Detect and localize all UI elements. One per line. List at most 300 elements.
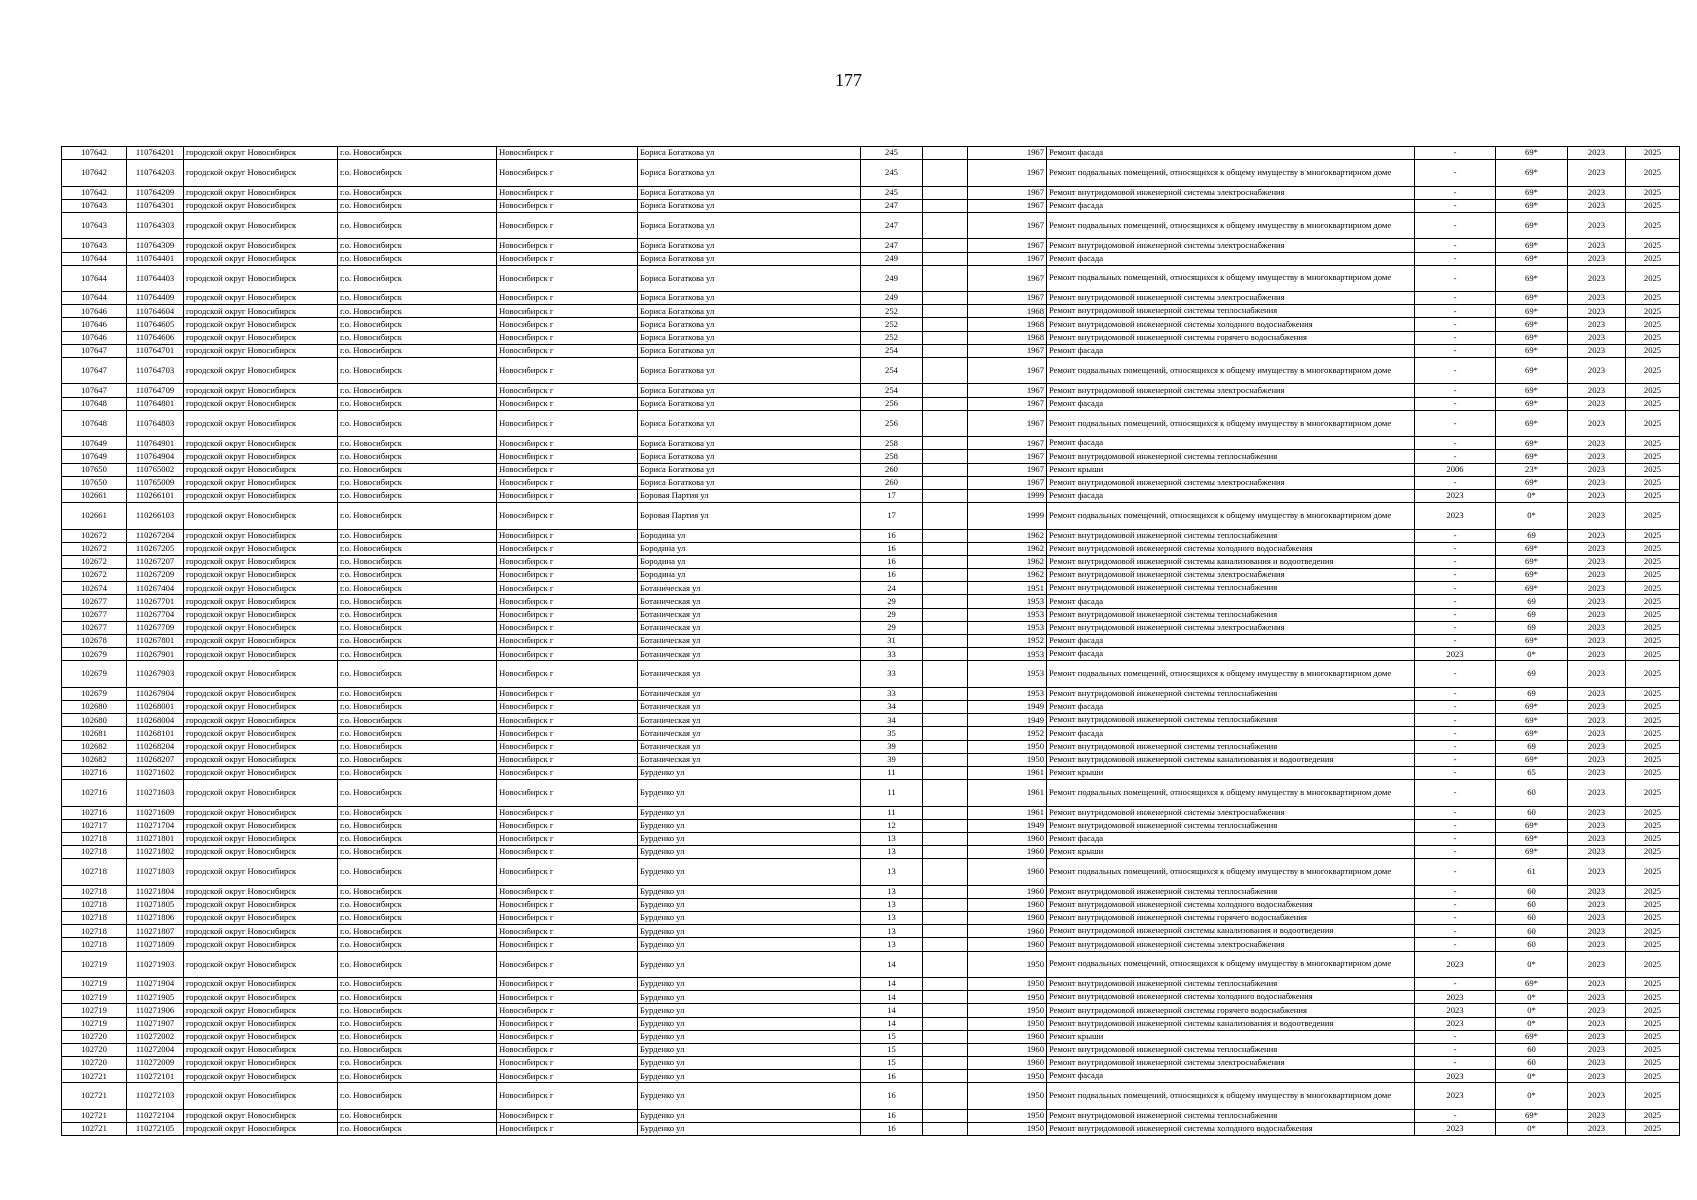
cell-work-type: Ремонт внутридомовой инженерной системы теплоснабжения	[1047, 885, 1415, 898]
cell-city: Новосибирск г	[497, 437, 638, 450]
cell-wear-percent: 0*	[1496, 1070, 1568, 1083]
cell-building	[923, 344, 968, 357]
cell-street: Бурденко ул	[638, 991, 861, 1004]
cell-street: Ботаническая ул	[638, 740, 861, 753]
cell-house-id: 102719	[62, 977, 127, 990]
cell-house-id: 102718	[62, 832, 127, 845]
cell-wear-percent: 69*	[1496, 753, 1568, 766]
cell-build-year: 1967	[968, 358, 1047, 384]
cell-municipality: городской округ Новосибирск	[184, 265, 338, 291]
cell-street: Бурденко ул	[638, 832, 861, 845]
cell-building	[923, 621, 968, 634]
cell-settlement-type: г.о. Новосибирск	[338, 160, 497, 186]
cell-street: Бурденко ул	[638, 977, 861, 990]
cell-settlement-type: г.о. Новосибирск	[338, 727, 497, 740]
cell-work-id: 110764201	[127, 147, 184, 160]
cell-last-repair-year: -	[1415, 608, 1496, 621]
cell-work-id: 110272101	[127, 1070, 184, 1083]
cell-city: Новосибирск г	[497, 780, 638, 806]
cell-municipality: городской округ Новосибирск	[184, 212, 338, 238]
cell-street: Бурденко ул	[638, 1123, 861, 1136]
cell-work-id: 110271609	[127, 806, 184, 819]
cell-last-repair-year: -	[1415, 740, 1496, 753]
cell-municipality: городской округ Новосибирск	[184, 1043, 338, 1056]
cell-settlement-type: г.о. Новосибирск	[338, 569, 497, 582]
table-row	[62, 608, 1680, 621]
cell-street: Ботаническая ул	[638, 621, 861, 634]
cell-house-id: 102720	[62, 1043, 127, 1056]
cell-plan-end-year: 2025	[1626, 727, 1680, 740]
cell-street: Бурденко ул	[638, 912, 861, 925]
cell-municipality: городской округ Новосибирск	[184, 1070, 338, 1083]
table-row	[62, 252, 1680, 265]
cell-build-year: 1962	[968, 542, 1047, 555]
cell-building	[923, 661, 968, 687]
cell-street: Бурденко ул	[638, 819, 861, 832]
cell-city: Новосибирск г	[497, 687, 638, 700]
cell-municipality: городской округ Новосибирск	[184, 687, 338, 700]
cell-build-year: 1960	[968, 1043, 1047, 1056]
cell-city: Новосибирск г	[497, 503, 638, 529]
cell-work-type: Ремонт внутридомовой инженерной системы электроснабжения	[1047, 621, 1415, 634]
cell-house-number: 14	[861, 951, 923, 977]
cell-plan-start-year: 2023	[1568, 331, 1626, 344]
cell-city: Новосибирск г	[497, 252, 638, 265]
cell-build-year: 1961	[968, 780, 1047, 806]
cell-house-number: 13	[861, 925, 923, 938]
cell-city: Новосибирск г	[497, 1030, 638, 1043]
cell-house-number: 34	[861, 700, 923, 713]
cell-plan-start-year: 2023	[1568, 1017, 1626, 1030]
table-row	[62, 1070, 1680, 1083]
table-row	[62, 635, 1680, 648]
cell-house-id: 102718	[62, 925, 127, 938]
table-row	[62, 529, 1680, 542]
cell-wear-percent: 65	[1496, 766, 1568, 779]
cell-work-id: 110764701	[127, 344, 184, 357]
cell-plan-end-year: 2025	[1626, 1057, 1680, 1070]
cell-municipality: городской округ Новосибирск	[184, 292, 338, 305]
cell-wear-percent: 0*	[1496, 1004, 1568, 1017]
cell-city: Новосибирск г	[497, 819, 638, 832]
cell-wear-percent: 69*	[1496, 252, 1568, 265]
cell-work-id: 110267904	[127, 687, 184, 700]
cell-municipality: городской округ Новосибирск	[184, 410, 338, 436]
cell-street: Ботаническая ул	[638, 661, 861, 687]
cell-plan-start-year: 2023	[1568, 740, 1626, 753]
cell-municipality: городской округ Новосибирск	[184, 608, 338, 621]
table-row	[62, 265, 1680, 291]
cell-city: Новосибирск г	[497, 885, 638, 898]
cell-building	[923, 1057, 968, 1070]
cell-plan-end-year: 2025	[1626, 648, 1680, 661]
cell-building	[923, 819, 968, 832]
cell-house-number: 17	[861, 503, 923, 529]
cell-settlement-type: г.о. Новосибирск	[338, 252, 497, 265]
cell-last-repair-year: -	[1415, 147, 1496, 160]
cell-build-year: 1961	[968, 766, 1047, 779]
cell-street: Бородина ул	[638, 569, 861, 582]
cell-work-id: 110765002	[127, 463, 184, 476]
cell-work-type: Ремонт подвальных помещений, относящихся к общему имуществу в многоквартирном доме	[1047, 212, 1415, 238]
table-row	[62, 925, 1680, 938]
cell-house-number: 34	[861, 714, 923, 727]
cell-work-id: 110271903	[127, 951, 184, 977]
cell-build-year: 1960	[968, 925, 1047, 938]
cell-city: Новосибирск г	[497, 199, 638, 212]
table-row	[62, 859, 1680, 885]
cell-last-repair-year: 2023	[1415, 1004, 1496, 1017]
cell-house-number: 11	[861, 806, 923, 819]
cell-wear-percent: 69*	[1496, 239, 1568, 252]
cell-build-year: 1950	[968, 1017, 1047, 1030]
cell-plan-start-year: 2023	[1568, 714, 1626, 727]
cell-settlement-type: г.о. Новосибирск	[338, 410, 497, 436]
cell-house-id: 102672	[62, 555, 127, 568]
cell-building	[923, 859, 968, 885]
cell-house-id: 107644	[62, 252, 127, 265]
cell-work-type: Ремонт фасада	[1047, 147, 1415, 160]
cell-plan-start-year: 2023	[1568, 1043, 1626, 1056]
cell-municipality: городской округ Новосибирск	[184, 437, 338, 450]
cell-house-id: 102716	[62, 780, 127, 806]
cell-city: Новосибирск г	[497, 397, 638, 410]
cell-work-type: Ремонт фасада	[1047, 437, 1415, 450]
table-row	[62, 147, 1680, 160]
cell-municipality: городской округ Новосибирск	[184, 582, 338, 595]
cell-plan-start-year: 2023	[1568, 239, 1626, 252]
cell-building	[923, 186, 968, 199]
cell-plan-start-year: 2023	[1568, 727, 1626, 740]
cell-settlement-type: г.о. Новосибирск	[338, 344, 497, 357]
cell-work-type: Ремонт внутридомовой инженерной системы канализования и водоотведения	[1047, 925, 1415, 938]
cell-street: Бурденко ул	[638, 1017, 861, 1030]
cell-last-repair-year: -	[1415, 397, 1496, 410]
cell-city: Новосибирск г	[497, 912, 638, 925]
cell-city: Новосибирск г	[497, 292, 638, 305]
cell-street: Бурденко ул	[638, 885, 861, 898]
cell-street: Ботаническая ул	[638, 648, 861, 661]
cell-house-number: 13	[861, 859, 923, 885]
cell-last-repair-year: -	[1415, 727, 1496, 740]
cell-work-id: 110271804	[127, 885, 184, 898]
cell-city: Новосибирск г	[497, 410, 638, 436]
cell-municipality: городской округ Новосибирск	[184, 951, 338, 977]
cell-city: Новосибирск г	[497, 991, 638, 1004]
cell-work-id: 110268101	[127, 727, 184, 740]
cell-municipality: городской округ Новосибирск	[184, 885, 338, 898]
cell-city: Новосибирск г	[497, 1057, 638, 1070]
cell-work-type: Ремонт крыши	[1047, 1030, 1415, 1043]
cell-street: Бориса Богаткова ул	[638, 305, 861, 318]
cell-last-repair-year: -	[1415, 1057, 1496, 1070]
cell-last-repair-year: -	[1415, 977, 1496, 990]
cell-house-number: 260	[861, 476, 923, 489]
cell-settlement-type: г.о. Новосибирск	[338, 147, 497, 160]
cell-wear-percent: 69*	[1496, 147, 1568, 160]
cell-work-id: 110271803	[127, 859, 184, 885]
cell-municipality: городской округ Новосибирск	[184, 912, 338, 925]
cell-work-type: Ремонт внутридомовой инженерной системы канализования и водоотведения	[1047, 555, 1415, 568]
cell-street: Бориса Богаткова ул	[638, 437, 861, 450]
cell-street: Бориса Богаткова ул	[638, 212, 861, 238]
table-row	[62, 212, 1680, 238]
cell-house-number: 39	[861, 740, 923, 753]
cell-plan-end-year: 2025	[1626, 938, 1680, 951]
cell-work-id: 110764301	[127, 199, 184, 212]
cell-municipality: городской округ Новосибирск	[184, 661, 338, 687]
cell-work-type: Ремонт внутридомовой инженерной системы горячего водоснабжения	[1047, 912, 1415, 925]
cell-settlement-type: г.о. Новосибирск	[338, 977, 497, 990]
cell-work-id: 110271805	[127, 898, 184, 911]
cell-last-repair-year: -	[1415, 595, 1496, 608]
cell-wear-percent: 0*	[1496, 1017, 1568, 1030]
cell-building	[923, 450, 968, 463]
cell-wear-percent: 69*	[1496, 318, 1568, 331]
cell-settlement-type: г.о. Новосибирск	[338, 938, 497, 951]
cell-work-type: Ремонт внутридомовой инженерной системы теплоснабжения	[1047, 608, 1415, 621]
cell-work-id: 110267903	[127, 661, 184, 687]
cell-plan-end-year: 2025	[1626, 687, 1680, 700]
cell-street: Бориса Богаткова ул	[638, 186, 861, 199]
cell-plan-start-year: 2023	[1568, 1057, 1626, 1070]
cell-house-number: 14	[861, 1017, 923, 1030]
cell-settlement-type: г.о. Новосибирск	[338, 305, 497, 318]
cell-building	[923, 437, 968, 450]
cell-street: Бурденко ул	[638, 1083, 861, 1109]
cell-wear-percent: 69*	[1496, 292, 1568, 305]
cell-city: Новосибирск г	[497, 305, 638, 318]
cell-building	[923, 687, 968, 700]
cell-last-repair-year: -	[1415, 542, 1496, 555]
cell-house-number: 17	[861, 489, 923, 502]
table-body	[62, 147, 1680, 1136]
cell-house-number: 29	[861, 621, 923, 634]
cell-plan-end-year: 2025	[1626, 925, 1680, 938]
cell-build-year: 1967	[968, 186, 1047, 199]
cell-street: Бурденко ул	[638, 859, 861, 885]
cell-work-type: Ремонт внутридомовой инженерной системы теплоснабжения	[1047, 819, 1415, 832]
cell-municipality: городской округ Новосибирск	[184, 766, 338, 779]
cell-house-number: 16	[861, 529, 923, 542]
cell-plan-start-year: 2023	[1568, 648, 1626, 661]
cell-last-repair-year: -	[1415, 1109, 1496, 1122]
cell-build-year: 1967	[968, 252, 1047, 265]
cell-municipality: городской округ Новосибирск	[184, 344, 338, 357]
cell-municipality: городской округ Новосибирск	[184, 859, 338, 885]
cell-last-repair-year: -	[1415, 318, 1496, 331]
cell-work-type: Ремонт подвальных помещений, относящихся к общему имуществу в многоквартирном доме	[1047, 661, 1415, 687]
cell-house-id: 107650	[62, 463, 127, 476]
cell-city: Новосибирск г	[497, 977, 638, 990]
cell-street: Бориса Богаткова ул	[638, 344, 861, 357]
cell-municipality: городской округ Новосибирск	[184, 753, 338, 766]
cell-house-id: 107647	[62, 384, 127, 397]
cell-last-repair-year: -	[1415, 700, 1496, 713]
cell-plan-start-year: 2023	[1568, 358, 1626, 384]
cell-work-id: 110765009	[127, 476, 184, 489]
cell-municipality: городской округ Новосибирск	[184, 305, 338, 318]
cell-last-repair-year: -	[1415, 819, 1496, 832]
cell-plan-end-year: 2025	[1626, 397, 1680, 410]
cell-street: Бурденко ул	[638, 1043, 861, 1056]
cell-municipality: городской округ Новосибирск	[184, 358, 338, 384]
cell-house-id: 102718	[62, 859, 127, 885]
cell-wear-percent: 69*	[1496, 832, 1568, 845]
cell-street: Бориса Богаткова ул	[638, 252, 861, 265]
cell-house-id: 102672	[62, 529, 127, 542]
cell-plan-start-year: 2023	[1568, 780, 1626, 806]
cell-building	[923, 846, 968, 859]
cell-last-repair-year: 2023	[1415, 1017, 1496, 1030]
cell-house-number: 254	[861, 384, 923, 397]
cell-wear-percent: 0*	[1496, 1123, 1568, 1136]
cell-house-number: 33	[861, 648, 923, 661]
cell-house-id: 102719	[62, 1017, 127, 1030]
cell-house-number: 31	[861, 635, 923, 648]
cell-building	[923, 331, 968, 344]
cell-build-year: 1961	[968, 806, 1047, 819]
cell-city: Новосибирск г	[497, 1109, 638, 1122]
cell-plan-start-year: 2023	[1568, 951, 1626, 977]
cell-settlement-type: г.о. Новосибирск	[338, 529, 497, 542]
cell-house-id: 102718	[62, 846, 127, 859]
cell-last-repair-year: 2023	[1415, 1123, 1496, 1136]
cell-work-type: Ремонт фасада	[1047, 489, 1415, 502]
cell-work-id: 110764409	[127, 292, 184, 305]
cell-work-type: Ремонт подвальных помещений, относящихся к общему имуществу в многоквартирном доме	[1047, 951, 1415, 977]
cell-house-number: 260	[861, 463, 923, 476]
cell-plan-end-year: 2025	[1626, 991, 1680, 1004]
cell-last-repair-year: -	[1415, 753, 1496, 766]
cell-street: Боровая Партия ул	[638, 489, 861, 502]
cell-plan-end-year: 2025	[1626, 898, 1680, 911]
cell-settlement-type: г.о. Новосибирск	[338, 661, 497, 687]
cell-work-type: Ремонт внутридомовой инженерной системы холодного водоснабжения	[1047, 542, 1415, 555]
cell-municipality: городской округ Новосибирск	[184, 489, 338, 502]
cell-municipality: городской округ Новосибирск	[184, 569, 338, 582]
cell-settlement-type: г.о. Новосибирск	[338, 687, 497, 700]
cell-wear-percent: 69*	[1496, 410, 1568, 436]
cell-build-year: 1967	[968, 450, 1047, 463]
cell-building	[923, 938, 968, 951]
table-row	[62, 397, 1680, 410]
cell-build-year: 1949	[968, 819, 1047, 832]
cell-wear-percent: 0*	[1496, 1083, 1568, 1109]
cell-plan-end-year: 2025	[1626, 344, 1680, 357]
cell-house-id: 102678	[62, 635, 127, 648]
cell-work-type: Ремонт внутридомовой инженерной системы теплоснабжения	[1047, 687, 1415, 700]
cell-plan-start-year: 2023	[1568, 463, 1626, 476]
cell-plan-start-year: 2023	[1568, 569, 1626, 582]
cell-house-number: 13	[861, 885, 923, 898]
cell-work-id: 110267801	[127, 635, 184, 648]
cell-work-type: Ремонт внутридомовой инженерной системы теплоснабжения	[1047, 714, 1415, 727]
cell-wear-percent: 69*	[1496, 819, 1568, 832]
cell-street: Ботаническая ул	[638, 714, 861, 727]
cell-municipality: городской округ Новосибирск	[184, 450, 338, 463]
cell-house-number: 258	[861, 437, 923, 450]
cell-building	[923, 1123, 968, 1136]
cell-settlement-type: г.о. Новосибирск	[338, 292, 497, 305]
cell-build-year: 1968	[968, 305, 1047, 318]
cell-work-type: Ремонт фасада	[1047, 1070, 1415, 1083]
cell-municipality: городской округ Новосибирск	[184, 331, 338, 344]
cell-wear-percent: 69*	[1496, 1030, 1568, 1043]
cell-work-id: 110764209	[127, 186, 184, 199]
page-number: 177	[835, 70, 862, 90]
cell-plan-end-year: 2025	[1626, 331, 1680, 344]
cell-build-year: 1950	[968, 1083, 1047, 1109]
cell-house-id: 102718	[62, 885, 127, 898]
cell-settlement-type: г.о. Новосибирск	[338, 700, 497, 713]
cell-build-year: 1953	[968, 595, 1047, 608]
cell-work-id: 110271806	[127, 912, 184, 925]
cell-building	[923, 595, 968, 608]
cell-work-id: 110271906	[127, 1004, 184, 1017]
cell-build-year: 1953	[968, 621, 1047, 634]
cell-work-id: 110267204	[127, 529, 184, 542]
table-row	[62, 1057, 1680, 1070]
cell-municipality: городской округ Новосибирск	[184, 147, 338, 160]
cell-plan-end-year: 2025	[1626, 740, 1680, 753]
cell-building	[923, 318, 968, 331]
cell-municipality: городской округ Новосибирск	[184, 529, 338, 542]
cell-last-repair-year: -	[1415, 569, 1496, 582]
cell-settlement-type: г.о. Новосибирск	[338, 318, 497, 331]
cell-street: Бориса Богаткова ул	[638, 318, 861, 331]
cell-build-year: 1960	[968, 1057, 1047, 1070]
table-row	[62, 1030, 1680, 1043]
cell-house-id: 107647	[62, 358, 127, 384]
cell-municipality: городской округ Новосибирск	[184, 1083, 338, 1109]
cell-settlement-type: г.о. Новосибирск	[338, 991, 497, 1004]
cell-work-id: 110764606	[127, 331, 184, 344]
cell-build-year: 1967	[968, 147, 1047, 160]
cell-build-year: 1960	[968, 846, 1047, 859]
cell-municipality: городской округ Новосибирск	[184, 199, 338, 212]
cell-house-id: 107642	[62, 147, 127, 160]
cell-build-year: 1967	[968, 344, 1047, 357]
cell-plan-start-year: 2023	[1568, 344, 1626, 357]
cell-plan-start-year: 2023	[1568, 450, 1626, 463]
cell-city: Новосибирск г	[497, 1043, 638, 1056]
cell-plan-end-year: 2025	[1626, 766, 1680, 779]
cell-street: Бурденко ул	[638, 1004, 861, 1017]
cell-plan-end-year: 2025	[1626, 1109, 1680, 1122]
cell-plan-end-year: 2025	[1626, 292, 1680, 305]
cell-house-id: 107646	[62, 331, 127, 344]
table-row	[62, 727, 1680, 740]
cell-city: Новосибирск г	[497, 661, 638, 687]
table-row	[62, 621, 1680, 634]
cell-building	[923, 648, 968, 661]
cell-city: Новосибирск г	[497, 766, 638, 779]
cell-building	[923, 555, 968, 568]
cell-work-id: 110271602	[127, 766, 184, 779]
cell-city: Новосибирск г	[497, 621, 638, 634]
cell-build-year: 1952	[968, 727, 1047, 740]
cell-city: Новосибирск г	[497, 925, 638, 938]
cell-settlement-type: г.о. Новосибирск	[338, 239, 497, 252]
cell-building	[923, 1030, 968, 1043]
cell-municipality: городской округ Новосибирск	[184, 938, 338, 951]
cell-settlement-type: г.о. Новосибирск	[338, 358, 497, 384]
cell-plan-end-year: 2025	[1626, 912, 1680, 925]
cell-street: Бородина ул	[638, 529, 861, 542]
cell-settlement-type: г.о. Новосибирск	[338, 555, 497, 568]
cell-city: Новосибирск г	[497, 806, 638, 819]
